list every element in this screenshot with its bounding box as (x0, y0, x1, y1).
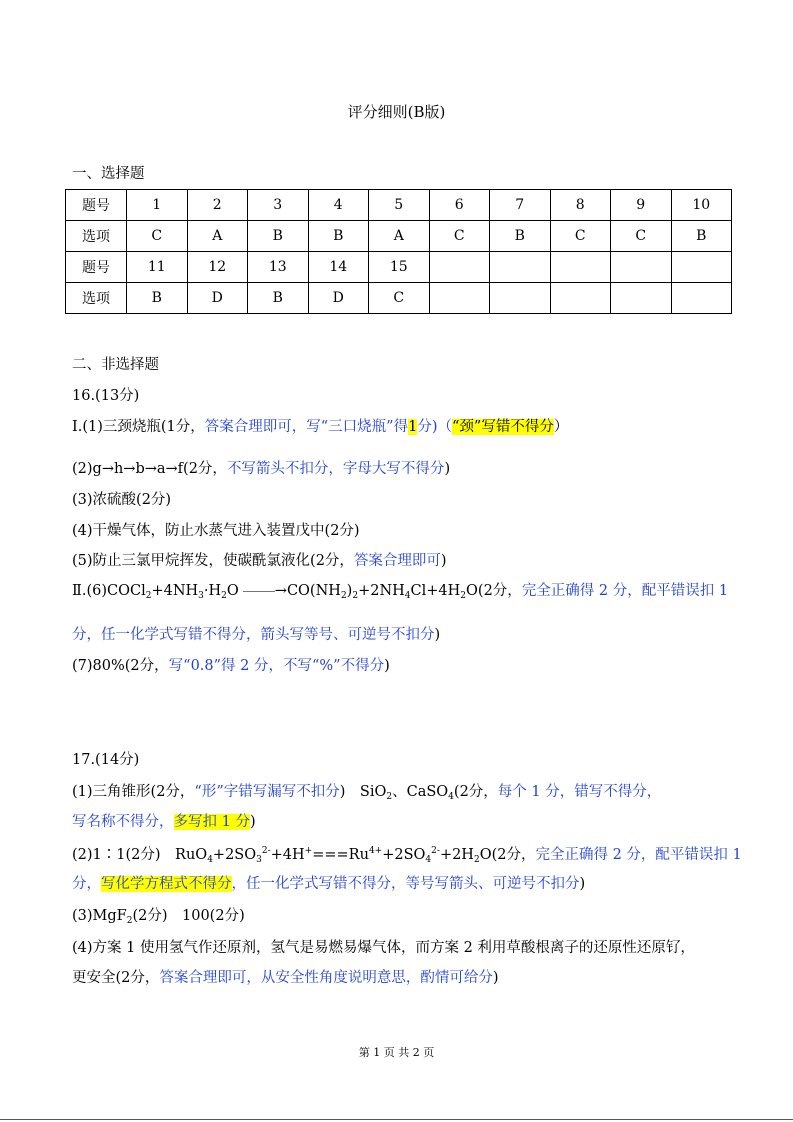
table-cell: C (369, 283, 430, 314)
table-cell: 2 (187, 190, 248, 221)
q16-line-8: (7)80%(2分，写“0.8”得 2 分，不写“%”不得分) (72, 658, 390, 674)
q17-line-6: (4)方案 1 使用氢气作还原剂，氢气是易燃易爆气体，而方案 2 利用草酸根离子的还原性还原钌， (72, 940, 695, 956)
table-cell (611, 252, 672, 283)
table-cell: B (248, 221, 309, 252)
table-row (66, 221, 732, 252)
table-cell: B (248, 283, 309, 314)
table-cell: C (127, 221, 188, 252)
table-cell: 3 (248, 190, 309, 221)
table-cell: 13 (248, 252, 309, 283)
reaction-arrow-line (243, 591, 275, 592)
table-cell (671, 283, 732, 314)
table-cell: D (187, 283, 248, 314)
q17-line-7: 更安全(2分，答案合理即可，从安全性角度说明意思，酌情可给分) (72, 970, 499, 986)
table-cell (550, 252, 611, 283)
table-cell (550, 283, 611, 314)
table-row (66, 190, 732, 221)
table-cell (429, 283, 490, 314)
table-cell: 10 (671, 190, 732, 221)
q17-line-2: 写名称不得分，多写扣 1 分) (72, 814, 256, 830)
table-cell: B (490, 221, 551, 252)
q16-line-5: (5)防止三氯甲烷挥发，使碳酰氯液化(2分，答案合理即可) (72, 553, 447, 569)
table-cell: C (611, 221, 672, 252)
section-heading-nonchoice: 二、非选择题 (72, 357, 159, 373)
q16-line-2: (2)g→h→b→a→f(2分，不写箭头不扣分，字母大写不得分) (72, 461, 451, 477)
table-row-label: 选项 (66, 221, 127, 252)
table-cell: 12 (187, 252, 248, 283)
q17-line-3: (2)1∶1(2分) $RuO_4+2SO_3^{2-}+4H^+===Ru^{4+}+2SO_4^{2-}+2H_2O(2$分，完全正确得 2 分，配平错误扣 1 (72, 846, 742, 865)
table-cell: C (429, 221, 490, 252)
table-cell: C (550, 221, 611, 252)
q16-line-6: $Ⅱ.(6)COCl_2+4NH_3\cdot H_2O \to CO(NH_2)_2+2NH_4Cl+4H_2O(2$分，完全正确得 2 分，配平错误扣 1 (72, 583, 729, 601)
table-cell (490, 283, 551, 314)
table-cell (611, 283, 672, 314)
table-cell: 5 (369, 190, 430, 221)
table-cell: 7 (490, 190, 551, 221)
q16-line-1: Ⅰ.(1)三颈烧瓶(1分，答案合理即可，写“三口烧瓶”得1分)（“颈”写错不得分） (72, 419, 569, 435)
q17-line-1: (1)三角锥形(2分，“形”字错写漏写不扣分) SiO$_2$、CaSO$_4$(2分，每个 1 分，错写不得分， (72, 784, 662, 802)
table-row (66, 283, 732, 314)
table-row-label: 选项 (66, 283, 127, 314)
q17-line-5: (3)MgF$_2$(2分) 100(2分) (72, 908, 245, 926)
table-cell: B (308, 221, 369, 252)
table-cell: 1 (127, 190, 188, 221)
table-row-label: 题号 (66, 252, 127, 283)
table-cell: D (308, 283, 369, 314)
q16-line-7: 分，任一化学式写错不得分，箭头写等号、可逆号不扣分) (72, 627, 441, 643)
q16-line-4: (4)干燥气体，防止水蒸气进入装置戊中(2分) (72, 523, 360, 539)
q16-header: 16.(13分) (72, 388, 140, 404)
section-heading-choice: 一、选择题 (72, 166, 145, 182)
table-row (66, 252, 732, 283)
table-cell: 4 (308, 190, 369, 221)
table-row-label: 题号 (66, 190, 127, 221)
table-cell: 14 (308, 252, 369, 283)
table-cell: B (127, 283, 188, 314)
page-footer: 第 1 页 共 2 页 (358, 1046, 435, 1059)
table-cell: 6 (429, 190, 490, 221)
table-cell (490, 252, 551, 283)
table-cell: B (671, 221, 732, 252)
table-cell: A (187, 221, 248, 252)
table-cell (671, 252, 732, 283)
table-cell: A (369, 221, 430, 252)
table-cell: 15 (369, 252, 430, 283)
q16-line-3: (3)浓硫酸(2分) (72, 492, 172, 508)
bottom-divider (0, 1119, 793, 1120)
answer-table (65, 189, 732, 314)
table-cell: 9 (611, 190, 672, 221)
table-cell: 8 (550, 190, 611, 221)
q17-line-4: 分，写化学方程式不得分，任一化学式写错不得分，等号写箭头、可逆号不扣分) (72, 876, 586, 892)
table-cell (429, 252, 490, 283)
page-title: 评分细则(B版) (347, 103, 446, 121)
table-cell: 11 (127, 252, 188, 283)
q17-header: 17.(14分) (72, 752, 140, 768)
